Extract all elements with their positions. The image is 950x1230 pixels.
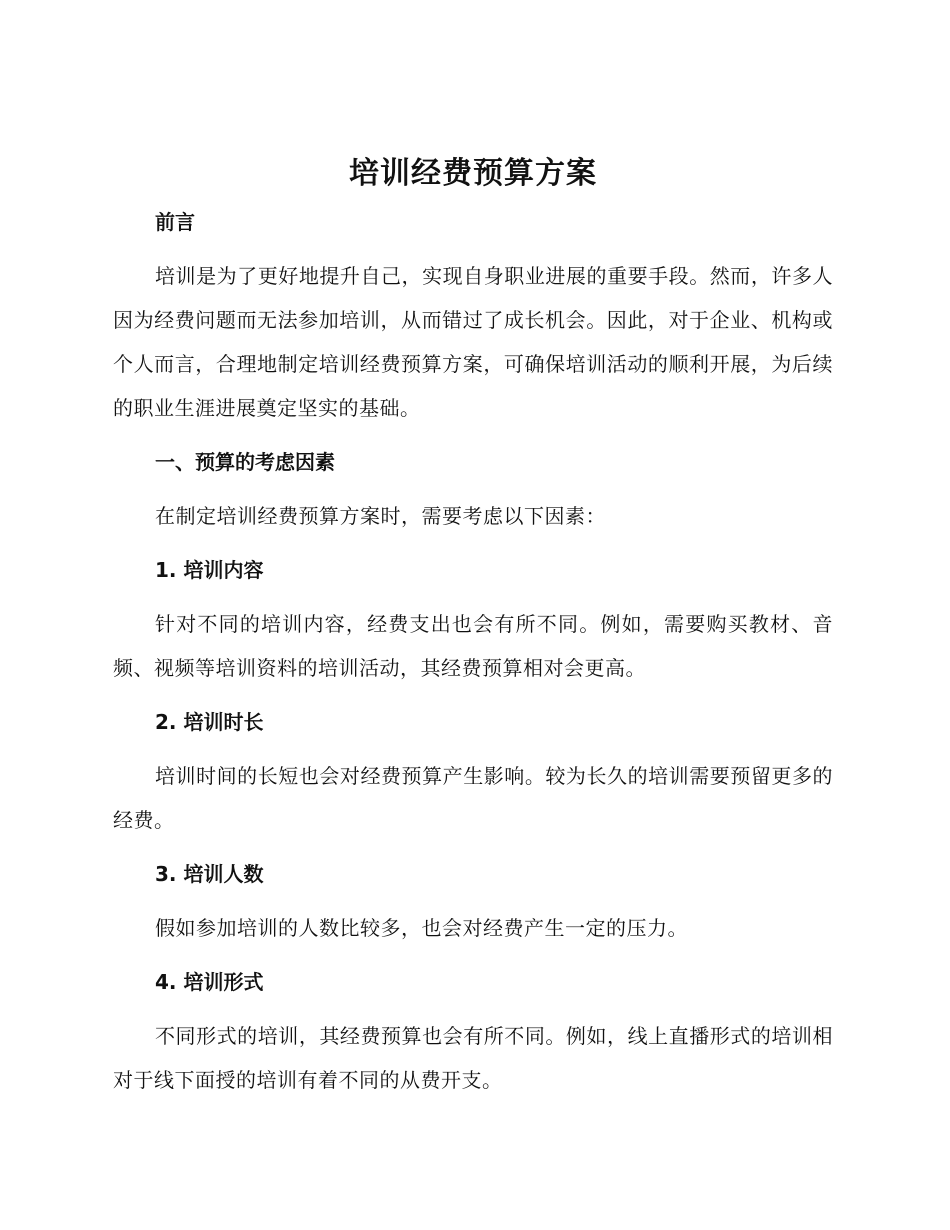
item1-heading: 1. 培训内容: [155, 558, 264, 582]
preface-heading: 前言: [155, 210, 195, 234]
factors-heading: 一、预算的考虑因素: [155, 450, 335, 474]
item4-heading: 4. 培训形式: [155, 970, 264, 994]
item2-paragraph: 培训时间的长短也会对经费预算产生影响。较为长久的培训需要预留更多的经费。: [113, 764, 833, 832]
item2-heading: 2. 培训时长: [155, 710, 264, 734]
factors-intro-paragraph: 在制定培训经费预算方案时，需要考虑以下因素：: [155, 504, 606, 528]
document-title: 培训经费预算方案: [349, 156, 597, 191]
item4-paragraph: 不同形式的培训，其经费预算也会有所不同。例如，线上直播形式的培训相对于线下面授的培训有着不同的从费开支。: [113, 1024, 833, 1092]
document-page: [113, 148, 833, 1102]
item3-paragraph: 假如参加培训的人数比较多，也会对经费产生一定的压力。: [155, 916, 688, 940]
item3-heading: 3. 培训人数: [155, 862, 264, 886]
item1-paragraph: 针对不同的培训内容，经费支出也会有所不同。例如，需要购买教材、音频、视频等培训资料的培训活动，其经费预算相对会更高。: [113, 612, 833, 680]
preface-paragraph: 培训是为了更好地提升自己，实现自身职业进展的重要手段。然而，许多人因为经费问题而无法参加培训，从而错过了成长机会。因此，对于企业、机构或个人而言，合理地制定培训经费预算方案，可确保培训活动的顺利开展，为后续的职业生涯进展奠定坚实的基础。: [113, 264, 833, 420]
